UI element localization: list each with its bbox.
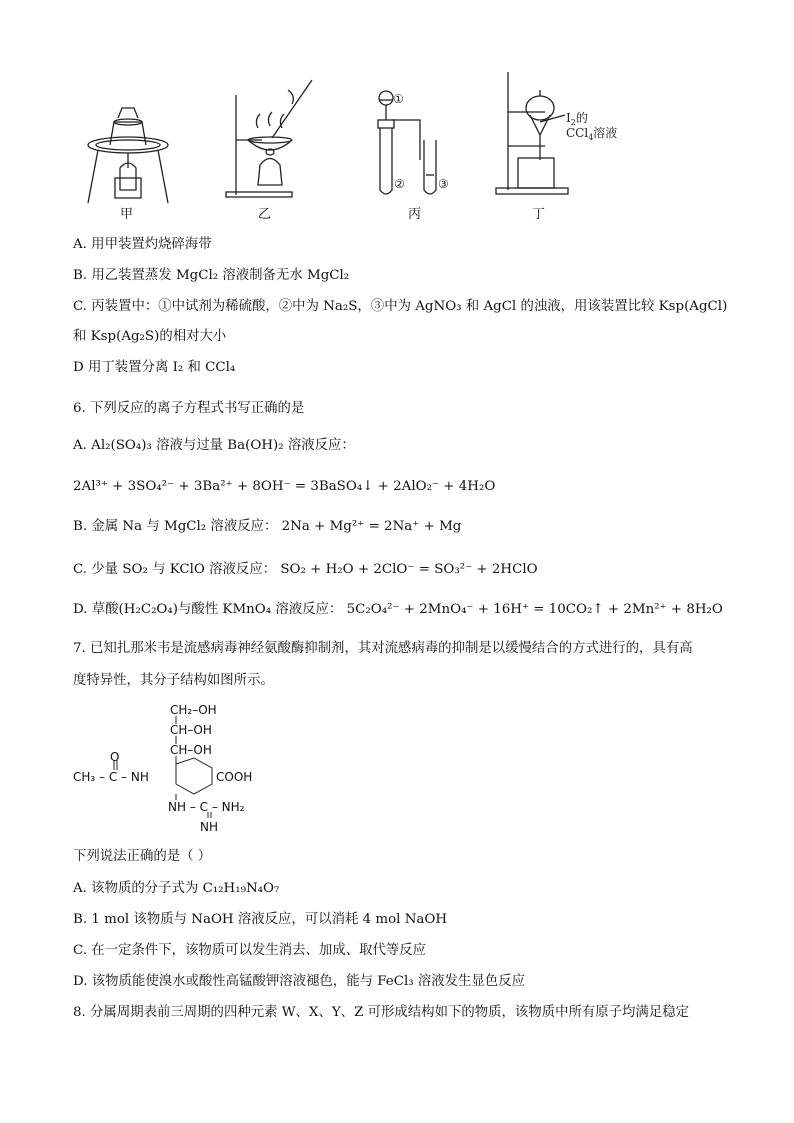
q7-ask: 下列说法正确的是（ ） — [73, 849, 212, 864]
struct-cooh: COOH — [216, 770, 253, 784]
q5-option-c-line1: C. 丙装置中：①中试剂为稀硫酸，②中为 Na₂S，③中为 AgNO₃ 和 AgCl 的浊液，用该装置比较 Ksp(AgCl) — [73, 299, 728, 314]
apparatus-jia — [88, 108, 168, 203]
label-ding: 丁 — [532, 207, 546, 222]
bing-mark-3: ③ — [438, 177, 449, 191]
label-yi: 乙 — [258, 207, 272, 222]
q7-stem-line1: 7. 已知扎那米韦是流感病毒神经氨酸酶抑制剂，其对流感病毒的抑制是以缓慢结合的方式进行的，具有高 — [73, 641, 693, 656]
struct-choh-2: CH–OH — [170, 743, 212, 757]
q5-option-d: D 用丁装置分离 I₂ 和 CCl₄ — [73, 360, 236, 375]
apparatus-bing — [378, 91, 436, 194]
q6-option-d: D. 草酸(H₂C₂O₄)与酸性 KMnO₄ 溶液反应： 5C₂O₄²⁻ + 2MnO₄⁻ + 16H⁺ = 10CO₂↑ + 2Mn²⁺ + 8H₂O — [73, 602, 723, 617]
q6-option-c: C. 少量 SO₂ 与 KClO 溶液反应： SO₂ + H₂O + 2ClO⁻ = SO₃²⁻ + 2HClO — [73, 562, 538, 577]
q8-stem: 8. 分属周期表前三周期的四种元素 W、X、Y、Z 可形成结构如下的物质，该物质中所有原子均满足稳定 — [73, 1005, 689, 1020]
struct-choh-1: CH–OH — [170, 723, 212, 737]
q5-option-b: B. 用乙装置蒸发 MgCl₂ 溶液制备无水 MgCl₂ — [73, 268, 350, 283]
bing-mark-2: ② — [394, 177, 405, 191]
bing-mark-1: ① — [393, 92, 404, 106]
q5-option-a: A. 用甲装置灼烧碎海带 — [73, 237, 212, 252]
q7-option-a: A. 该物质的分子式为 C₁₂H₁₉N₄O₇ — [73, 881, 280, 896]
label-jia: 甲 — [120, 207, 134, 222]
apparatus-figure — [0, 60, 794, 225]
apparatus-yi — [226, 80, 312, 197]
struct-guanidine: NH – C – NH₂ — [168, 800, 245, 814]
q6-stem: 6. 下列反应的离子方程式书写正确的是 — [73, 401, 305, 416]
q6-option-a-head: A. Al₂(SO₄)₃ 溶液与过量 Ba(OH)₂ 溶液反应： — [73, 438, 355, 453]
apparatus-ding — [496, 72, 568, 194]
q7-option-b: B. 1 mol 该物质与 NaOH 溶液反应，可以消耗 4 mol NaOH — [73, 912, 448, 927]
ding-note-2: CCl$_4$溶液 — [566, 126, 618, 142]
q7-option-d: D. 该物质能使溴水或酸性高锰酸钾溶液褪色，能与 FeCl₃ 溶液发生显色反应 — [73, 974, 525, 989]
struct-ch2oh: CH₂–OH — [170, 703, 217, 717]
apparatus-drawing — [0, 60, 794, 225]
label-bing: 丙 — [408, 207, 422, 222]
struct-carbonyl-o: O — [110, 750, 120, 764]
q7-option-c: C. 在一定条件下，该物质可以发生消去、加成、取代等反应 — [73, 943, 427, 958]
q6-option-a-equation: 2Al³⁺ + 3SO₄²⁻ + 3Ba²⁺ + 8OH⁻ = 3BaSO₄↓ + 2AlO₂⁻ + 4H₂O — [73, 479, 496, 494]
struct-acetamide: CH₃ – C – NH — [73, 770, 149, 784]
zanamivir-structure — [70, 700, 290, 840]
q7-stem-line2: 度特异性，其分子结构如图所示。 — [73, 673, 274, 688]
q6-option-b: B. 金属 Na 与 MgCl₂ 溶液反应： 2Na + Mg²⁺ = 2Na⁺ + Mg — [73, 519, 462, 534]
struct-imine-nh: NH — [200, 820, 218, 834]
q5-option-c-line2: 和 Ksp(Ag₂S)的相对大小 — [73, 329, 227, 344]
ding-note-1: $I_2$的 — [566, 111, 588, 127]
